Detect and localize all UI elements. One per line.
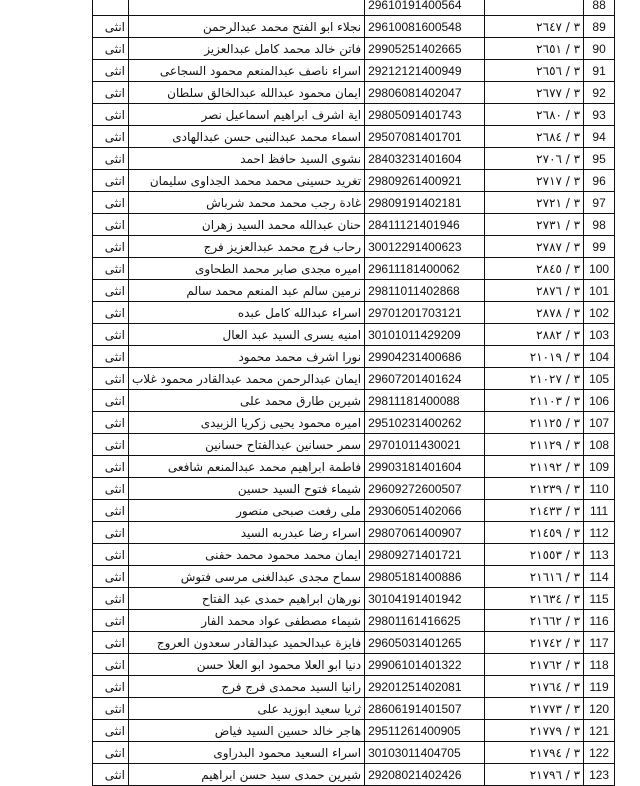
table-row [93,170,615,192]
row-number-cell: 122 [584,742,615,764]
row-number-cell: 88 [584,0,615,16]
gender-cell: انثى [93,434,129,456]
results-table-body [93,0,615,786]
code-cell: ٣ / ٢١٧٩٦ [485,764,584,786]
national-id-cell: 29212121400949 [365,60,485,82]
gender-cell: انثى [93,698,129,720]
gender-cell: انثى [93,170,129,192]
code-cell: ٣ / ٢١٤٣٣ [485,500,584,522]
row-number-cell: 119 [584,676,615,698]
name-cell: اميره مجدى صابر محمد الطحاوى [129,258,365,280]
national-id-cell: 29507081401701 [365,126,485,148]
table-row [93,324,615,346]
name-cell: اية اشرف ابراهيم اسماعيل نصر [129,104,365,126]
table-row [93,148,615,170]
code-cell: ٣ / ٢٦٨٠ [485,104,584,126]
row-number-cell: 107 [584,412,615,434]
code-cell: ٣ / ٢١٦١٦ [485,566,584,588]
gender-cell: انثى [93,16,129,38]
row-number-cell: 90 [584,38,615,60]
national-id-cell: 29811011402868 [365,280,485,302]
code-cell: ٣ / ٢١٧٧٩ [485,720,584,742]
name-cell: نرمين سالم عبد المنعم محمد سالم [129,280,365,302]
table-row [93,412,615,434]
code-cell: ٣ / ٢٨٤٥ [485,258,584,280]
row-number-cell: 99 [584,236,615,258]
national-id-cell: 29701201703121 [365,302,485,324]
gender-cell: انثى [93,192,129,214]
national-id-cell: 29811181400088 [365,390,485,412]
gender-cell: انثى [93,126,129,148]
name-cell: اسراء رضا عبدربه السيد [129,522,365,544]
table-row [93,698,615,720]
name-cell: اسماء محمد عبدالنبى حسن عبدالهادى [129,126,365,148]
row-number-cell: 92 [584,82,615,104]
table-row [93,0,615,16]
table-row [93,676,615,698]
row-number-cell: 108 [584,434,615,456]
gender-cell: انثى [93,346,129,368]
table-row [93,764,615,786]
gender-cell: انثى [93,632,129,654]
code-cell: ٣ / ٢١٦٣٤ [485,588,584,610]
national-id-cell: 29809261400921 [365,170,485,192]
table-row [93,280,615,302]
table-row [93,126,615,148]
table-row [93,214,615,236]
row-number-cell: 120 [584,698,615,720]
code-cell: ٣ / ٢٨٧٨ [485,302,584,324]
national-id-cell: 29607201401624 [365,368,485,390]
national-id-cell: 30103011404705 [365,742,485,764]
row-number-cell: 97 [584,192,615,214]
code-cell: ٣ / ٢١١٢٩ [485,434,584,456]
code-cell: ٣ / ٢١١٩٢ [485,456,584,478]
row-number-cell: 110 [584,478,615,500]
name-cell: ايمان عبدالرحمن محمد عبدالقادر محمود غلاب [129,368,365,390]
table-row [93,236,615,258]
gender-cell: انثى [93,566,129,588]
code-cell [485,0,584,16]
name-cell: فاتن خالد محمد كامل عبدالعزيز [129,38,365,60]
code-cell: ٣ / ٢١٧٤٢ [485,632,584,654]
national-id-cell: 29904231400686 [365,346,485,368]
gender-cell: انثى [93,324,129,346]
table-row [93,82,615,104]
name-cell: شيماء مصطفى عواد محمد الفار [129,610,365,632]
row-number-cell: 116 [584,610,615,632]
national-id-cell: 29805091401743 [365,104,485,126]
row-number-cell: 106 [584,390,615,412]
national-id-cell: 29611181400062 [365,258,485,280]
code-cell: ٣ / ٢٦٤٧ [485,16,584,38]
gender-cell: انثى [93,764,129,786]
national-id-cell: 29801161416625 [365,610,485,632]
gender-cell: انثى [93,390,129,412]
gender-cell: انثى [93,610,129,632]
name-cell: سماح مجدى عبدالغنى مرسى فتوش [129,566,365,588]
code-cell: ٣ / ٢١٢٣٩ [485,478,584,500]
gender-cell: انثى [93,720,129,742]
name-cell: تغريد حسينى محمد محمد الجداوى سليمان [129,170,365,192]
gender-cell: انثى [93,60,129,82]
national-id-cell: 29903181401604 [365,456,485,478]
row-number-cell: 115 [584,588,615,610]
gender-cell: انثى [93,522,129,544]
name-cell: حنان عبدالله محمد السيد زهران [129,214,365,236]
name-cell: نشوى السيد حافظ احمد [129,148,365,170]
row-number-cell: 89 [584,16,615,38]
code-cell: ٣ / ٢٦٧٧ [485,82,584,104]
name-cell: ثريا سعيد ابوزيد على [129,698,365,720]
table-row [93,104,615,126]
code-cell: ٣ / ٢١٧٧٣ [485,698,584,720]
name-cell: اسراء ناصف عبدالمنعم محمود السجاعى [129,60,365,82]
name-cell: فاطمة ابراهيم محمد عبدالمنعم شافعى [129,456,365,478]
row-number-cell: 91 [584,60,615,82]
code-cell: ٣ / ٢٦٥١ [485,38,584,60]
national-id-cell: 30101011429209 [365,324,485,346]
gender-cell: انثى [93,654,129,676]
gender-cell: انثى [93,742,129,764]
national-id-cell: 29805181400886 [365,566,485,588]
row-number-cell: 105 [584,368,615,390]
row-number-cell: 111 [584,500,615,522]
national-id-cell: 29201251402081 [365,676,485,698]
code-cell: ٣ / ٢٦٨٤ [485,126,584,148]
name-cell: اسراء عبدالله كامل عبده [129,302,365,324]
national-id-cell: 30104191401942 [365,588,485,610]
table-row [93,610,615,632]
row-number-cell: 118 [584,654,615,676]
row-number-cell: 113 [584,544,615,566]
national-id-cell: 29610081600548 [365,16,485,38]
gender-cell: انثى [93,588,129,610]
table-row [93,500,615,522]
table-row [93,302,615,324]
results-table [92,0,615,786]
code-cell: ٣ / ٢١٧٦٢ [485,654,584,676]
row-number-cell: 101 [584,280,615,302]
national-id-cell: 29208021402426 [365,764,485,786]
code-cell: ٣ / ٢١٠٢٧ [485,368,584,390]
row-number-cell: 96 [584,170,615,192]
name-cell [129,0,365,16]
national-id-cell: 28403231401604 [365,148,485,170]
table-row [93,368,615,390]
code-cell: ٣ / ٢١٦٦٢ [485,610,584,632]
name-cell: شيماء فتوح السيد حسين [129,478,365,500]
gender-cell: انثى [93,544,129,566]
table-row [93,390,615,412]
gender-cell: انثى [93,236,129,258]
code-cell: ٣ / ٢١١٢٥ [485,412,584,434]
table-row [93,654,615,676]
table-row [93,742,615,764]
national-id-cell: 29809191402181 [365,192,485,214]
code-cell: ٣ / ٢٧٠٦ [485,148,584,170]
gender-cell: انثى [93,38,129,60]
row-number-cell: 121 [584,720,615,742]
gender-cell: انثى [93,368,129,390]
name-cell: شيرين طارق محمد على [129,390,365,412]
name-cell: امنيه يسرى السيد عبد العال [129,324,365,346]
gender-cell: انثى [93,456,129,478]
table-row [93,720,615,742]
national-id-cell: 28606191401507 [365,698,485,720]
row-number-cell: 94 [584,126,615,148]
row-number-cell: 95 [584,148,615,170]
table-row [93,60,615,82]
name-cell: ايمان محمد محمود محمد حفنى [129,544,365,566]
name-cell: دنيا ابو العلا محمود ابو العلا حسن [129,654,365,676]
gender-cell: انثى [93,500,129,522]
name-cell: سمر حسانين عبدالفتاح حسانين [129,434,365,456]
name-cell: ملى رفعت صبحى منصور [129,500,365,522]
national-id-cell: 29510231400262 [365,412,485,434]
code-cell: ٣ / ٢٦٥٦ [485,60,584,82]
row-number-cell: 123 [584,764,615,786]
national-id-cell: 29609272600507 [365,478,485,500]
gender-cell: انثى [93,478,129,500]
name-cell: نورا اشرف محمد محمود [129,346,365,368]
code-cell: ٣ / ٢١١٠٣ [485,390,584,412]
code-cell: ٣ / ٢٧٨٧ [485,236,584,258]
table-row [93,566,615,588]
table-row [93,588,615,610]
table-row [93,522,615,544]
national-id-cell: 29906101401322 [365,654,485,676]
name-cell: رحاب فرج محمد عبدالعزيز فرج [129,236,365,258]
gender-cell [93,0,129,16]
gender-cell: انثى [93,676,129,698]
row-number-cell: 100 [584,258,615,280]
gender-cell: انثى [93,258,129,280]
code-cell: ٣ / ٢٧٢١ [485,192,584,214]
table-row [93,38,615,60]
code-cell: ٣ / ٢١٧٦٤ [485,676,584,698]
national-id-cell: 29306051402066 [365,500,485,522]
gender-cell: انثى [93,148,129,170]
name-cell: فايزة عبدالحميد عبدالقادر سعدون العروج [129,632,365,654]
national-id-cell: 28411121401946 [365,214,485,236]
code-cell: ٣ / ٢١٧٩٤ [485,742,584,764]
table-row [93,346,615,368]
table-row [93,456,615,478]
national-id-cell: 29905251402665 [365,38,485,60]
name-cell: ايمان محمود عبدالله عبدالخالق سلطان [129,82,365,104]
table-row [93,434,615,456]
code-cell: ٣ / ٢٨٨٢ [485,324,584,346]
name-cell: غادة رجب محمد محمد شرباش [129,192,365,214]
table-row [93,478,615,500]
national-id-cell: 29605031401265 [365,632,485,654]
gender-cell: انثى [93,302,129,324]
name-cell: شيرين حمدى سيد حسن ابراهيم [129,764,365,786]
table-row [93,16,615,38]
national-id-cell: 29511261400905 [365,720,485,742]
gender-cell: انثى [93,412,129,434]
row-number-cell: 98 [584,214,615,236]
row-number-cell: 117 [584,632,615,654]
national-id-cell: 30012291400623 [365,236,485,258]
national-id-cell: 29701011430021 [365,434,485,456]
code-cell: ٣ / ٢٧٣١ [485,214,584,236]
name-cell: هاجر خالد حسين السيد فياض [129,720,365,742]
national-id-cell: 29806081402047 [365,82,485,104]
row-number-cell: 114 [584,566,615,588]
table-row [93,632,615,654]
table-row [93,258,615,280]
code-cell: ٣ / ٢٧١٧ [485,170,584,192]
national-id-cell: 29807061400907 [365,522,485,544]
national-id-cell: 29809271401721 [365,544,485,566]
code-cell: ٣ / ٢١٠١٩ [485,346,584,368]
row-number-cell: 112 [584,522,615,544]
gender-cell: انثى [93,214,129,236]
national-id-cell: 29610191400564 [365,0,485,16]
table-row [93,192,615,214]
name-cell: رانيا السيد محمدى فرج فرج [129,676,365,698]
row-number-cell: 109 [584,456,615,478]
gender-cell: انثى [93,104,129,126]
code-cell: ٣ / ٢١٥٥٣ [485,544,584,566]
code-cell: ٣ / ٢٨٧٦ [485,280,584,302]
row-number-cell: 103 [584,324,615,346]
row-number-cell: 104 [584,346,615,368]
gender-cell: انثى [93,280,129,302]
table-row [93,544,615,566]
name-cell: نورهان ابراهيم حمدى عبد الفتاح [129,588,365,610]
code-cell: ٣ / ٢١٤٥٩ [485,522,584,544]
name-cell: اميره محمود يحيى زكريا الزبيدى [129,412,365,434]
name-cell: اسراء السعيد محمود البدراوى [129,742,365,764]
name-cell: نجلاء ابو الفتح محمد عبدالرحمن [129,16,365,38]
row-number-cell: 93 [584,104,615,126]
row-number-cell: 102 [584,302,615,324]
gender-cell: انثى [93,82,129,104]
